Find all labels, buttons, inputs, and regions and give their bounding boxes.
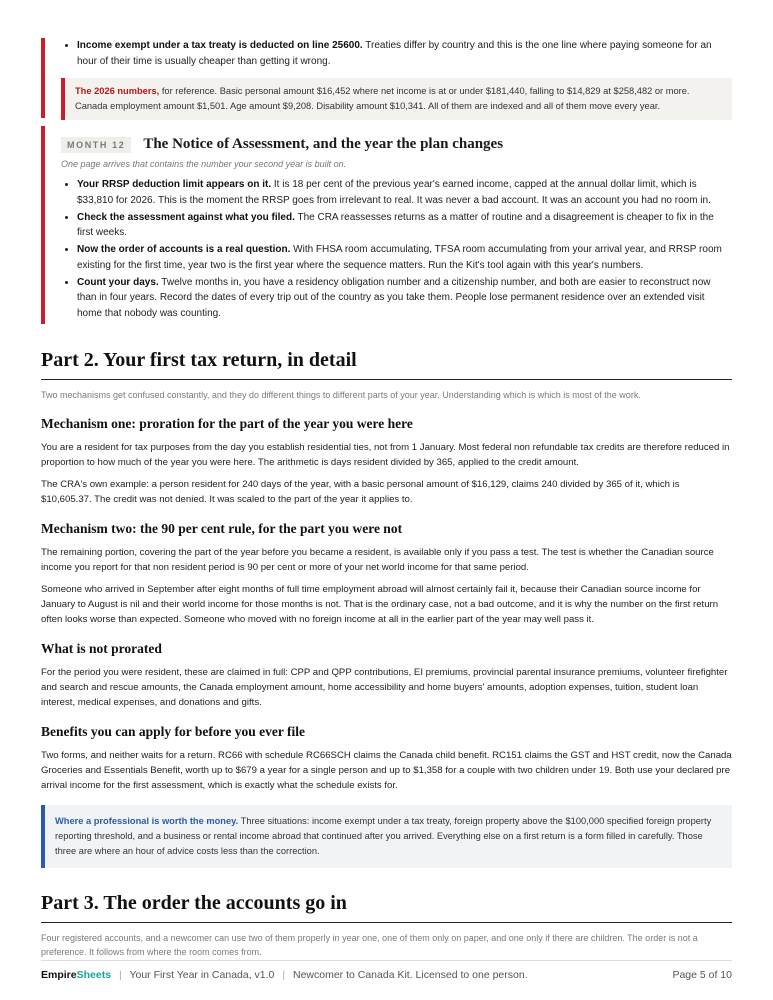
month-title: The Notice of Assessment, and the year the plan changes <box>143 136 504 152</box>
section-heading: Mechanism two: the 90 per cent rule, for the part you were not <box>41 521 403 536</box>
section-heading: Benefits you can apply for before you ever file <box>41 724 305 739</box>
paragraph: Two forms, and neither waits for a return. RC66 with schedule RC66SCH claims the Canada child benefit. RC151 claims the GST and HST credit, now the Canada Groceries and Essentials Benefit, worth up to $679 a year for a single person and up to $1,358 for a couple with two children under 19. Both use your declared pre arrival income for the first assessment, which is exactly what the schedule exists for. <box>41 750 732 791</box>
top-block <box>41 38 732 120</box>
callout-lead: The 2026 numbers, <box>75 86 160 96</box>
part-3-intro: Four registered accounts, and a newcomer can use two of them properly in year one, one of them only on paper, and one only if there are children. The order is not a preference. It follows from where the room comes from. <box>41 933 698 957</box>
numbers-callout <box>61 78 732 120</box>
list-item: • Check the assessment against what you filed. The CRA reassesses returns as a matter of routine and a disagreement is cheaper to fix in the first weeks. <box>77 210 732 241</box>
month-header <box>61 136 732 153</box>
part-2-body <box>41 416 732 868</box>
page-content <box>41 0 732 959</box>
footer-separator: | <box>118 969 122 981</box>
list-item: • Now the order of accounts is a real question. With FHSA room accumulating, TFSA room accumulating from your arrival year, and RRSP room existing for the first time, year two is the first year where the sequence matters. Run the Kit's tool again with this year's numbers. <box>77 242 732 273</box>
professional-callout <box>41 805 732 868</box>
footer-doc-title: Your First Year in Canada, v1.0 <box>129 969 275 981</box>
red-section-bar <box>41 38 45 118</box>
paragraph: Someone who arrived in September after eight months of full time employment abroad will almost certainly fail it, because their Canadian source income for January to August is nil and their world income for those months is not. That is the ordinary case, not a bad outcome, and it is why the number on the first return often looks worse than expected. Someone who moved with no foreign income at all in the earlier part of the year may well pass it. <box>41 584 719 625</box>
red-section-bar <box>41 126 45 324</box>
part-2-intro: Two mechanisms get confused constantly, and they do different things to different parts of your year. Understanding which is which is most of the work. <box>41 390 641 400</box>
list-item: • Your RRSP deduction limit appears on it. It is 18 per cent of the previous year's earned income, capped at the annual dollar limit, which is $33,810 for 2026. This is the moment the RRSP goes from irrelevant to real. It was never a bad account. It was an account you had no room in. <box>77 177 732 208</box>
brand-name-part-1: Empire <box>41 969 77 981</box>
list-item: • Count your days. Twelve months in, you have a residency obligation number and a citizenship number, and both are easier to reconstruct now than in four years. Record the dates of every trip out of the country as you take them. People lose permanent residence over an extended visit home that nobody was counting. <box>77 275 732 322</box>
month-subtitle: One page arrives that contains the number your second year is built on. <box>61 159 347 169</box>
month-badge: MONTH 12 <box>61 137 131 153</box>
paragraph: The remaining portion, covering the part of the year before you became a resident, is available only if you pass a test. The test is whether the Canadian source income you report for that non resident period is 90 per cent or more of your net world income for that same period. <box>41 547 714 573</box>
brand-name-part-2: Sheets <box>76 969 112 981</box>
callout-lead: Where a professional is worth the money. <box>55 816 239 826</box>
bullet-list <box>61 38 732 69</box>
paragraph: The CRA's own example: a person resident for 240 days of the year, with a basic personal amount of $16,129, claims 240 divided by 365 of it, which is $10,605.37. The credit was not denied. It was scaled to the part of the year it applies to. <box>41 479 680 505</box>
part-3-heading: Part 3. The order the accounts go in <box>41 892 732 923</box>
section-heading: What is not prorated <box>41 641 162 656</box>
page-footer <box>41 960 732 981</box>
callout-text: for reference. Basic personal amount $16,452 where net income is at or under $181,440, falling to $14,829 at $258,482 or more. Canada employment amount $1,501. Age amount $9,208. Disability amount $10,341. All of them are indexed and all of them move every year. <box>75 86 690 111</box>
page-number: Page 5 of 10 <box>672 969 732 981</box>
footer-separator: | <box>282 969 286 981</box>
footer-kit: Newcomer to Canada Kit. Licensed to one person. <box>292 969 528 981</box>
month-12-block <box>41 136 732 321</box>
callout-text: Three situations: income exempt under a tax treaty, foreign property above the $100,000 specified foreign property reporting threshold, and a business or rental income abroad that continued after you arrived. Everything else on a first return is a form filled in carefully. Those three are where an hour of advice costs less than the correction. <box>55 816 712 856</box>
part-2-heading: Part 2. Your first tax return, in detail <box>41 349 732 380</box>
footer-left <box>41 969 528 981</box>
bullet-list <box>61 177 732 321</box>
paragraph: You are a resident for tax purposes from the day you establish residential ties, not from 1 January. Most federal non refundable tax credits are therefore reduced in proportion to how much of the year you were here. The arithmetic is days resident divided by 365, applied to the credit amount. <box>41 442 730 468</box>
section-heading: Mechanism one: proration for the part of the year you were here <box>41 416 413 431</box>
list-item: • Income exempt under a tax treaty is deducted on line 25600. Treaties differ by country and this is the one line where paying someone for an hour of their time is usually cheaper than getting it wrong. <box>77 38 732 69</box>
paragraph: For the period you were resident, these are claimed in full: CPP and QPP contributions, EI premiums, provincial parental insurance premiums, volunteer firefighter and search and rescue amounts, the Canada employment amount, home accessibility and home buyers' amounts, adoption expenses, tuition, student loan interest, medical expenses, and donations and gifts. <box>41 667 728 708</box>
